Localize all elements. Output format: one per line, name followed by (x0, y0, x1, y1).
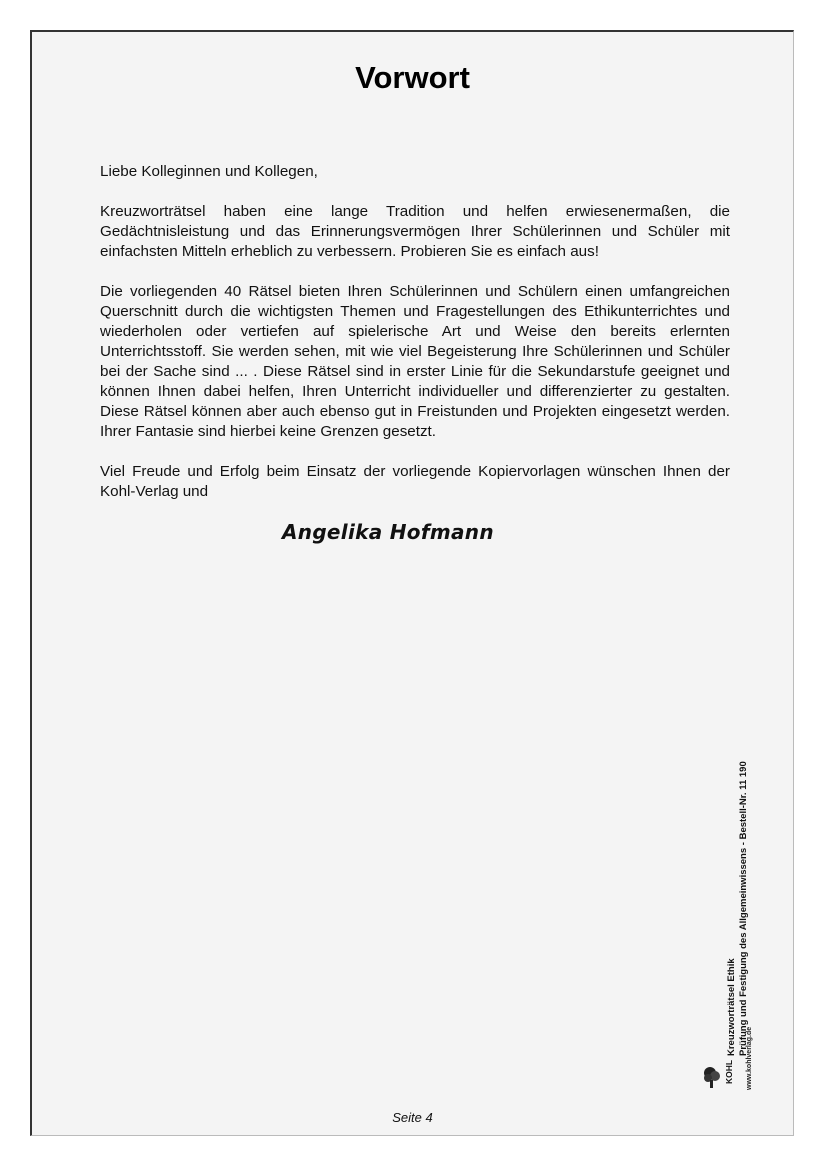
author-signature: Angelika Hofmann (282, 520, 494, 544)
book-subtitle-order: Prüfung und Festigung des Allgemeinwissens - Bestell-Nr. 11 190 (738, 761, 749, 1056)
paragraph-2: Die vorliegenden 40 Rätsel bieten Ihren Schülerinnen und Schülern einen umfangreichen Querschnitt durch die wichtigsten Themen und Fragestellungen des Ethikunterrichtes und wiederholen oder vertiefen auf spielerische Art und Weise den bereits erlernten Unterrichtsstoff. Sie werden sehen, mit wie viel Begeisterung Ihre Schülerinnen und Schüler bei der Sache sind ... . Diese Rätsel sind in erster Linie für die Sekundarstufe geeignet und können Ihnen dabei helfen, Ihren Unterricht individueller und differenzierter zu gestalten. Diese Rätsel können aber auch ebenso gut in Freistunden und Projekten eingesetzt werden. Ihrer Fantasie sind hierbei keine Grenzen gesetzt. (100, 283, 730, 440)
paragraph-1: Kreuzworträtsel haben eine lange Tradition und helfen erwiesenermaßen, die Gedächtnisleistung und das Erinnerungsvermögen Ihrer Schülerinnen und Schüler mit einfachsten Mitteln erheblich zu verbessern. Probieren Sie es einfach aus! (100, 203, 730, 260)
salutation: Liebe Kolleginnen und Kollegen, (100, 163, 318, 180)
logo-brand-text: KOHL (724, 1059, 734, 1084)
body-text (100, 162, 730, 522)
closing-paragraph: Viel Freude und Erfolg beim Einsatz der vorliegende Kopiervorlagen wünschen Ihnen der Kohl-Verlag und (100, 463, 730, 500)
publisher-logo (702, 1028, 758, 1090)
page-number: Seite 4 (392, 1110, 433, 1125)
page-title: Vorwort (355, 60, 470, 95)
logo-url-text: www.kohlverlag.de (746, 1026, 753, 1090)
book-title: Kreuzworträtsel Ethik (726, 958, 737, 1056)
document-page (30, 30, 794, 1136)
tree-logo-icon (702, 1064, 722, 1090)
book-info-text (726, 761, 750, 1056)
